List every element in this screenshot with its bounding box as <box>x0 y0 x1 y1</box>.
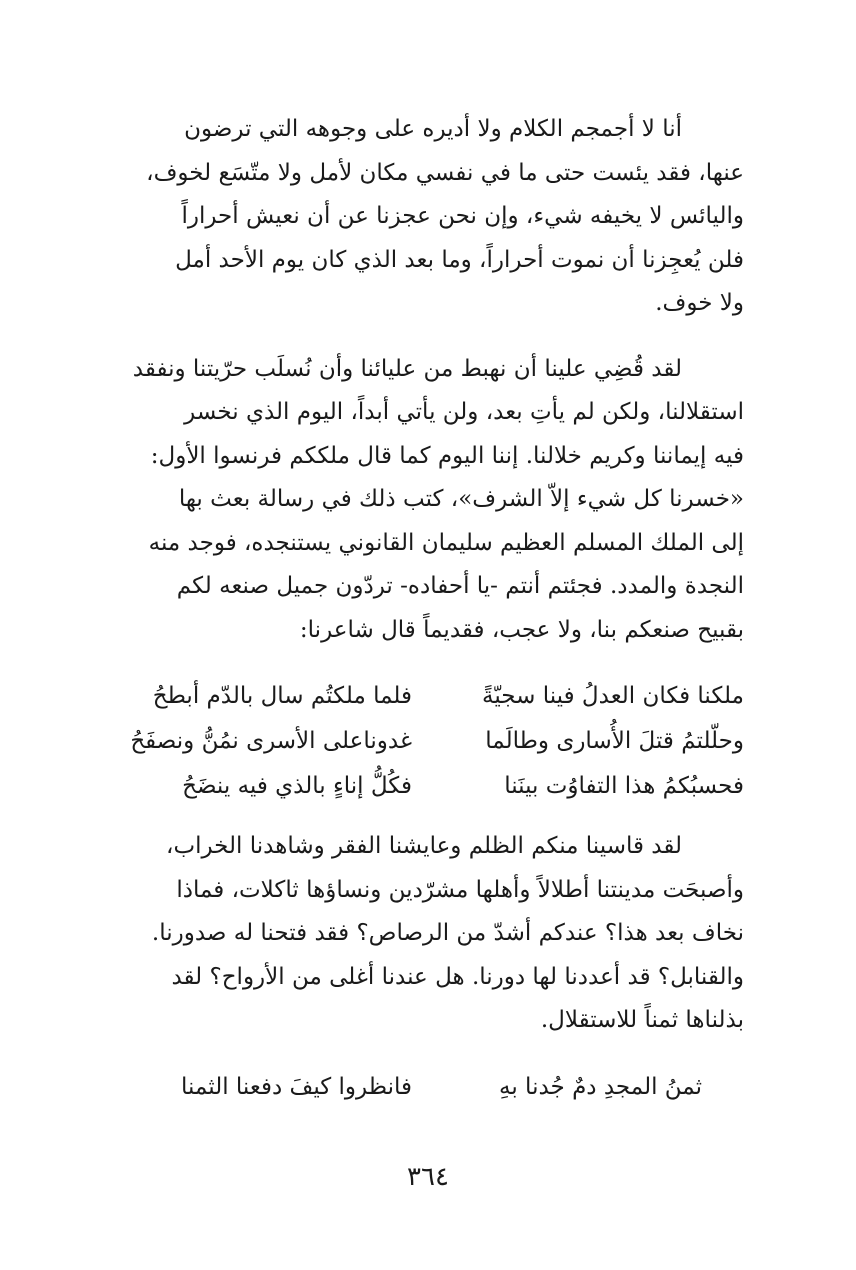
verse-first-hemistich: وحلّلتمُ قتلَ الأُسارى وطالَما <box>485 728 744 754</box>
page-number: ٣٦٤ <box>407 1162 449 1192</box>
text-line: بقبيح صنعكم بنا، ولا عجب، فقديماً قال شاعرنا: <box>299 616 744 643</box>
text-line: عنها، فقد يئست حتى ما في نفسي مكان لأمل ولا متّسَع لخوف، <box>146 159 744 186</box>
text-line: أنا لا أجمجم الكلام ولا أديره على وجوهه التي ترضون <box>184 116 682 142</box>
text-line: نخاف بعد هذا؟ عندكم أشدّ من الرصاص؟ فقد فتحنا له صدورنا. <box>151 920 744 946</box>
verse-first-hemistich: فحسبُكمُ هذا التفاوُت بينَنا <box>504 773 744 799</box>
poem-verse <box>112 674 744 719</box>
verse-first-hemistich: ملكنا فكان العدلُ فينا سجيّةً <box>482 683 744 709</box>
text-line: «خسرنا كل شيء إلاّ الشرف»، كتب ذلك في رسالة بعث بها <box>178 486 744 512</box>
text-line: ولا خوف. <box>655 290 744 316</box>
text-line: بذلناها ثمناً للاستقلال. <box>540 1007 744 1033</box>
verse-second-hemistich: فكُلُّ إناءٍ بالذي فيه ينضَحُ <box>182 773 412 799</box>
text-line: لقد قاسينا منكم الظلم وعايشنا الفقر وشاهدنا الخراب، <box>166 833 682 859</box>
paragraph-2 <box>112 348 744 653</box>
text-line: فيه إيماننا وكريم خلالنا. إننا اليوم كما قال ملككم فرنسوا الأول: <box>150 442 744 469</box>
text-line: استقلالنا، ولكن لم يأتِ بعد، ولن يأتي أبداً، اليوم الذي نخسر <box>184 399 744 425</box>
text-line: النجدة والمدد. فجئتم أنتم -يا أحفاده- تردّون جميل صنعه لكم <box>176 573 744 599</box>
text-line: واليائس لا يخيفه شيء، وإن نحن عجزنا عن أن نعيش أحراراً <box>181 203 744 229</box>
verse-first-hemistich: ثمنُ المجدِ دمٌ جُدنا بهِ <box>499 1073 702 1100</box>
text-line: وأصبحَت مدينتنا أطلالاً وأهلها مشرّدين ونساؤها ثاكلات، فماذا <box>176 876 744 903</box>
text-line: فلن يُعجِزنا أن نموت أحراراً، وما بعد الذي كان يوم الأحد أمل <box>175 246 744 273</box>
poem <box>112 674 744 809</box>
poem-verse <box>112 764 744 809</box>
verse-second-hemistich: فانظروا كيفَ دفعنا الثمنا <box>181 1073 412 1100</box>
poem-verse <box>112 719 744 764</box>
text-line: لقد قُضِي علينا أن نهبط من عليائنا وأن نُسلَب حرّيتنا ونفقد <box>132 355 682 382</box>
text-line: والقنابل؟ قد أعددنا لها دورنا. هل عندنا أغلى من الأرواح؟ لقد <box>171 963 744 990</box>
verse-second-hemistich: فلما ملكتُم سال بالدّم أبطحُ <box>152 683 412 709</box>
text-line: إلى الملك المسلم العظيم سليمان القانوني يستنجده، فوجد منه <box>148 529 744 556</box>
page-content <box>112 108 744 1110</box>
final-verse <box>112 1065 744 1110</box>
paragraph-1 <box>112 108 744 326</box>
paragraph-3 <box>112 825 744 1043</box>
verse-second-hemistich: غدوناعلى الأسرى نمُنُّ ونصفَحُ <box>130 728 412 754</box>
